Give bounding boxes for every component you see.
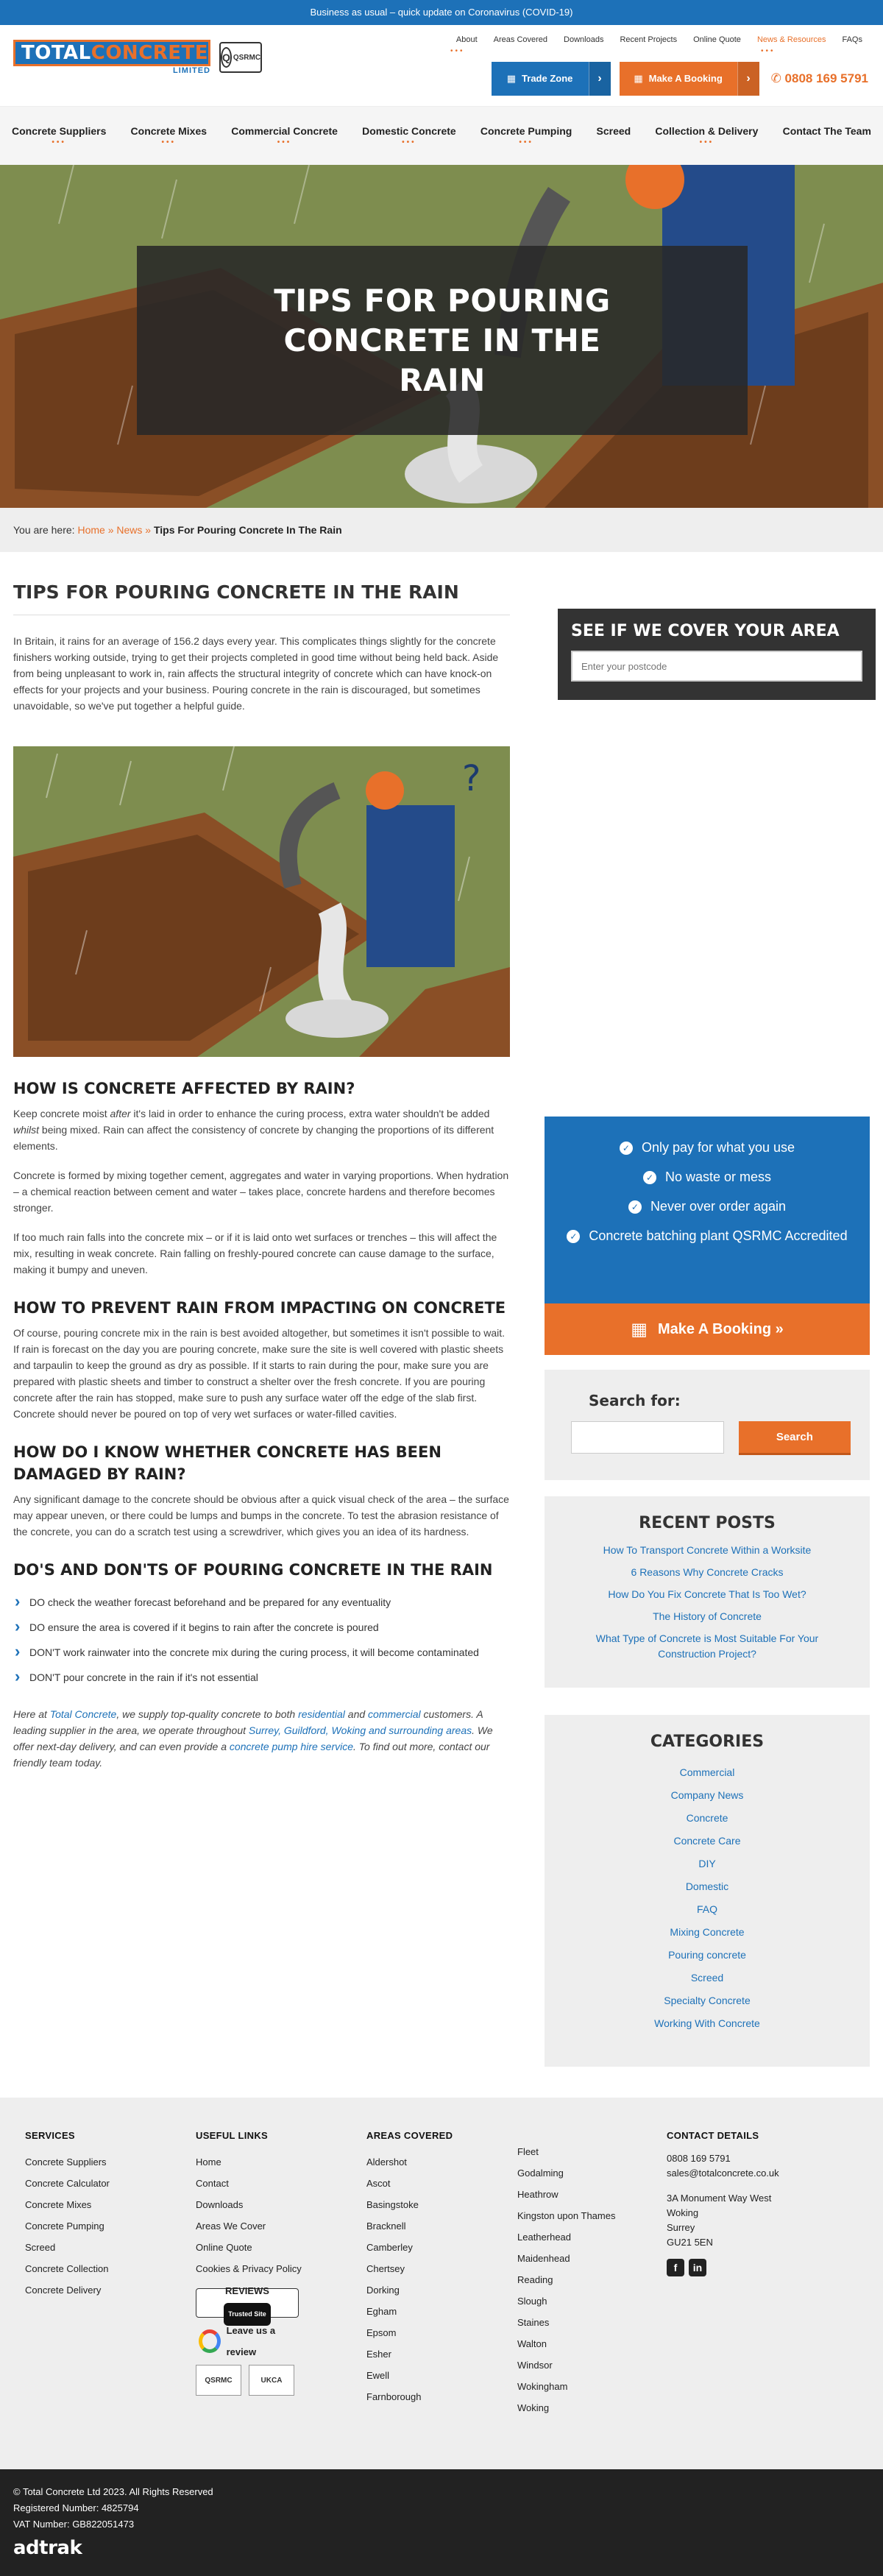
mainnav-commercial[interactable] — [231, 125, 338, 147]
category-link[interactable]: Working With Concrete — [654, 2017, 760, 2029]
para-affected-1d: whilst — [13, 1124, 40, 1136]
footer-links — [196, 2130, 302, 2396]
footer-areas — [366, 2130, 675, 2418]
svg-text:?: ? — [462, 758, 481, 799]
recent-post-link[interactable]: 6 Reasons Why Concrete Cracks — [631, 1566, 784, 1578]
area-link[interactable]: Chertsey — [366, 2263, 405, 2274]
outro-link-pump-hire[interactable]: concrete pump hire service — [229, 1741, 353, 1752]
header-phone: 0808 169 5791 — [784, 71, 868, 85]
footer-link[interactable]: Areas We Cover — [196, 2221, 266, 2232]
topnav-news-dots: ••• — [761, 47, 776, 55]
site-footer — [0, 2098, 883, 2469]
footer-services-title: SERVICES — [25, 2130, 75, 2141]
footer-link[interactable]: Cookies & Privacy Policy — [196, 2263, 302, 2274]
check-circle-icon: ✓ — [620, 1142, 633, 1155]
topnav-about[interactable]: About — [455, 35, 478, 44]
list-item: › DO ensure the area is covered if it begins to rain after the concrete is poured — [13, 1615, 510, 1640]
recent-post-link[interactable]: What Type of Concrete is Most Suitable For Your Construction Project? — [595, 1632, 819, 1660]
category-link[interactable]: Concrete — [686, 1812, 728, 1824]
covid-notice-bar[interactable] — [0, 0, 883, 25]
check-circle-icon: ✓ — [567, 1230, 580, 1243]
article-content — [13, 581, 510, 1784]
breadcrumb-prefix: You are here: — [13, 524, 75, 536]
qsrmc-badge — [219, 42, 262, 73]
area-link[interactable]: Aldershot — [366, 2156, 407, 2168]
logo-sub: LIMITED — [173, 66, 210, 75]
para-affected-1b: after — [110, 1108, 131, 1119]
mainnav-domestic[interactable] — [362, 125, 456, 147]
recent-posts-title: RECENT POSTS — [639, 1514, 776, 1532]
search-input[interactable] — [571, 1421, 724, 1454]
building-icon: ▦ — [506, 73, 517, 84]
check-circle-icon: ✓ — [628, 1200, 642, 1214]
area-link[interactable]: Woking — [517, 2402, 550, 2413]
heading-affected: HOW IS CONCRETE AFFECTED BY RAIN? — [13, 1080, 355, 1097]
address-line: Woking — [667, 2207, 699, 2218]
dos-donts-list — [13, 1590, 510, 1690]
breadcrumb-home[interactable]: Home — [77, 524, 105, 536]
footer-service-link[interactable]: Concrete Suppliers — [25, 2156, 107, 2168]
outro-text: . To find out more, contact our friendly team today. — [13, 1741, 490, 1769]
covid-notice-text[interactable]: Business as usual – quick update on Coronavirus (COVID-19) — [310, 7, 573, 18]
topnav-areas[interactable]: Areas Covered — [493, 35, 548, 44]
area-link[interactable]: Maidenhead — [517, 2253, 570, 2264]
hero-title-box — [137, 246, 748, 435]
copyright-text: © Total Concrete Ltd 2023. All Rights Reserved — [13, 2486, 213, 2497]
area-check-title: SEE IF WE COVER YOUR AREA — [571, 622, 840, 640]
area-link[interactable]: Ascot — [366, 2178, 391, 2189]
footer-link[interactable]: Online Quote — [196, 2242, 252, 2253]
breadcrumb-sep: » — [145, 524, 152, 536]
list-item: › DON'T work rainwater into the concrete mix during the curing process, it will become contaminated — [13, 1640, 510, 1665]
google-review-badge[interactable] — [196, 2326, 299, 2356]
para-affected-2: Concrete is formed by mixing together cement, aggregates and water in varying proportions. When hydration – a chemical reaction between cement and water – takes place, concrete hardens and therefore becomes stronger. — [13, 1170, 509, 1214]
categories-panel — [545, 1715, 870, 2067]
area-link[interactable]: Kingston upon Thames — [517, 2210, 616, 2221]
benefit-item — [559, 1227, 855, 1245]
footer-email[interactable]: sales@totalconcrete.co.uk — [667, 2168, 779, 2179]
area-link[interactable]: Heathrow — [517, 2189, 558, 2200]
vat-number: VAT Number: GB822051473 — [13, 2519, 135, 2530]
topnav-quote[interactable]: Online Quote — [693, 35, 741, 44]
social-links — [667, 2259, 779, 2276]
footer-service-link[interactable]: Concrete Collection — [25, 2263, 109, 2274]
footer-service-link[interactable]: Concrete Calculator — [25, 2178, 110, 2189]
registered-number: Registered Number: 4825794 — [13, 2502, 139, 2513]
topnav-news[interactable]: News & Resources — [756, 35, 826, 44]
search-button[interactable]: Search — [739, 1421, 851, 1455]
heading-dos: DO'S AND DON'TS OF POURING CONCRETE IN THE RAIN — [13, 1561, 493, 1579]
para-affected-1a: Keep concrete moist — [13, 1108, 110, 1119]
header-phone-link[interactable] — [771, 71, 868, 86]
google-review-label: Leave us a review — [226, 2325, 276, 2357]
make-booking-label: Make A Booking — [648, 73, 723, 84]
phone-icon: ✆ — [770, 71, 781, 85]
para-affected-1c: it's laid in order to enhance the curing process, extra water shouldn't be added — [130, 1108, 490, 1119]
area-check-box — [558, 609, 876, 700]
benefit-label: Never over order again — [650, 1199, 787, 1214]
chevron-right-icon: › — [589, 62, 611, 96]
recent-post-link[interactable]: The History of Concrete — [653, 1610, 762, 1622]
mainnav-pumping[interactable] — [480, 125, 572, 147]
list-item: › DO check the weather forecast beforehand and be prepared for any eventuality — [13, 1590, 510, 1615]
site-header — [0, 25, 883, 106]
make-booking-button[interactable] — [620, 62, 759, 96]
hero-title: TIPS FOR POURING CONCRETE IN THE RAIN — [274, 282, 611, 398]
header-actions — [492, 62, 868, 96]
footer-service-link[interactable]: Concrete Pumping — [25, 2221, 104, 2232]
reviews-sub: Trusted Site — [224, 2303, 271, 2326]
dropdown-dots-icon: ••• — [402, 138, 416, 146]
para-affected-1e: being mixed. Rain can affect the consistency of concrete by changing the proportions of its different elements. — [13, 1124, 494, 1152]
area-link[interactable]: Epsom — [366, 2327, 397, 2338]
category-link[interactable]: Pouring concrete — [668, 1949, 746, 1961]
heading-damaged: HOW DO I KNOW WHETHER CONCRETE HAS BEEN DAMAGED BY RAIN? — [13, 1443, 442, 1483]
qsrmc-label: QSRMC — [233, 53, 261, 62]
site-logo[interactable] — [13, 40, 262, 75]
category-link[interactable]: FAQ — [696, 1903, 717, 1915]
article-illustration — [13, 746, 510, 1057]
benefit-label: Only pay for what you use — [641, 1140, 795, 1155]
area-link[interactable]: Farnborough — [366, 2391, 422, 2402]
ukca-cert-badge: UKCA — [249, 2365, 294, 2396]
benefit-item — [559, 1139, 855, 1156]
qsrmc-icon: Q — [221, 47, 232, 68]
benefits-panel — [545, 1117, 870, 1303]
heading-prevent: HOW TO PREVENT RAIN FROM IMPACTING ON CONCRETE — [13, 1299, 506, 1317]
trade-zone-button[interactable] — [492, 62, 611, 96]
area-link[interactable]: Leatherhead — [517, 2232, 572, 2243]
list-item: › DON'T pour concrete in the rain if it's not essential — [13, 1665, 510, 1690]
breadcrumb-current: Tips For Pouring Concrete In The Rain — [153, 524, 342, 536]
para-prevent: Of course, pouring concrete mix in the rain is best avoided altogether, but sometimes it isn't possible to wait. If rain is forecast on the day you are pouring concrete, make sure the site is well covered with plastic sheets and tarpaulin to keep the ground as dry as possible. If it starts to rain during the pour, make sure you are prepared with plastic sheets and timber to construct a shelter over the fresh concrete. If you are pouring concrete after the rain has stopped, make sure to push any surface water off the edge of the slab first. Concrete should never be poured on top of very wet surfaces or water-filled cavities. — [13, 1327, 506, 1420]
topnav-projects[interactable]: Recent Projects — [620, 35, 678, 44]
category-link[interactable]: Specialty Concrete — [664, 1995, 751, 2006]
article-image — [13, 746, 510, 1057]
area-link[interactable]: Bracknell — [366, 2221, 406, 2232]
dropdown-dots-icon: ••• — [52, 138, 66, 146]
recent-posts-panel — [545, 1496, 870, 1688]
logo-wordmark[interactable] — [13, 40, 210, 75]
category-link[interactable]: DIY — [698, 1858, 716, 1869]
outro-text: customers. A leading supplier in the area, we operate throughout — [13, 1708, 483, 1736]
breadcrumb-sep: » — [107, 524, 114, 536]
hero-banner — [0, 165, 883, 508]
footer-services — [25, 2130, 110, 2301]
search-panel — [545, 1370, 870, 1480]
search-title: Search for: — [589, 1392, 681, 1409]
footer-phone[interactable]: 0808 169 5791 — [667, 2153, 731, 2164]
topnav-about-dots: ••• — [450, 47, 465, 55]
google-icon — [199, 2329, 221, 2353]
benefit-item — [559, 1197, 855, 1215]
outro-link-commercial[interactable]: commercial — [368, 1708, 421, 1720]
category-link[interactable]: Screed — [690, 1972, 724, 1984]
category-link[interactable]: Commercial — [679, 1766, 735, 1778]
logo-brand-a: TOTAL — [21, 42, 91, 64]
para-affected-1 — [13, 1105, 510, 1154]
mainnav-pumping-label: Concrete Pumping — [480, 124, 572, 137]
outro-link-residential[interactable]: residential — [298, 1708, 345, 1720]
categories-title: CATEGORIES — [650, 1733, 765, 1751]
chevron-right-icon: › — [737, 62, 759, 96]
mainnav-mixes[interactable] — [131, 125, 207, 147]
footer-link[interactable]: Contact — [196, 2178, 229, 2189]
mainnav-commercial-label: Commercial Concrete — [231, 124, 338, 137]
recent-post-link[interactable]: How Do You Fix Concrete That Is Too Wet? — [608, 1588, 806, 1600]
calendar-icon: ▦ — [634, 73, 643, 84]
area-link[interactable]: Egham — [366, 2306, 397, 2317]
mainnav-screed[interactable] — [597, 125, 631, 147]
category-link[interactable]: Domestic — [685, 1880, 729, 1892]
reviews-label: REVIEWS — [225, 2285, 269, 2296]
topnav-faqs[interactable]: FAQs — [842, 35, 862, 44]
mainnav-domestic-label: Domestic Concrete — [362, 124, 456, 137]
footer-address — [667, 2191, 779, 2250]
area-link[interactable]: Fleet — [517, 2146, 539, 2157]
sidebar-booking-button[interactable] — [545, 1303, 870, 1355]
logo-brand-b: CONCRETE — [91, 42, 209, 64]
check-circle-icon: ✓ — [643, 1171, 656, 1184]
mainnav-contact-label: Contact The Team — [782, 124, 871, 137]
footer-service-link[interactable]: Concrete Mixes — [25, 2199, 92, 2210]
area-link[interactable]: Staines — [517, 2317, 550, 2328]
area-link[interactable]: Godalming — [517, 2168, 564, 2179]
benefit-item — [559, 1168, 855, 1186]
address-line: 3A Monument Way West — [667, 2193, 772, 2204]
footer-link[interactable]: Home — [196, 2156, 221, 2168]
footer-link[interactable]: Downloads — [196, 2199, 244, 2210]
area-link[interactable]: Walton — [517, 2338, 547, 2349]
area-link[interactable]: Reading — [517, 2274, 553, 2285]
para-affected-3: If too much rain falls into the concrete mix – or if it is laid onto wet surfaces or trenches – this will affect the mix, resulting in weak concrete. Rain falling on freshly-poured concrete can cause damage to the surface, making it bumpy and uneven. — [13, 1231, 497, 1275]
area-link[interactable]: Basingstoke — [366, 2199, 419, 2210]
category-link[interactable]: Company News — [670, 1789, 744, 1801]
area-link[interactable]: Windsor — [517, 2360, 553, 2371]
area-link[interactable]: Ewell — [366, 2370, 390, 2381]
mainnav-screed-label: Screed — [596, 124, 631, 137]
footer-contact — [667, 2130, 779, 2276]
trade-zone-label: Trade Zone — [522, 73, 573, 84]
footer-areas-title: AREAS COVERED — [366, 2130, 453, 2141]
breadcrumb — [0, 508, 883, 552]
article-intro: In Britain, it rains for an average of 156.2 days every year. This complicates things slightly for the concrete finishers working outside, trying to get their projects completed in good time without being held back. Aside from being unpleasant to work in, rain affects the structural integrity of concrete which can have knock-on effects for your projects and your business. Pouring concrete in the rain is discouraged, but sometimes unavoidable, so we've put together a helpful guide. — [13, 635, 499, 712]
mainnav-suppliers-label: Concrete Suppliers — [12, 124, 107, 137]
benefit-label: Concrete batching plant QSRMC Accredited — [589, 1228, 848, 1243]
breadcrumb-news[interactable]: News — [116, 524, 143, 536]
footer-links-title: USEFUL LINKS — [196, 2130, 268, 2141]
calendar-icon: ▦ — [631, 1319, 648, 1340]
area-link[interactable]: Slough — [517, 2296, 547, 2307]
mainnav-suppliers[interactable] — [12, 125, 106, 147]
page-title: TIPS FOR POURING CONCRETE IN THE RAIN — [13, 581, 510, 615]
footer-service-link[interactable]: Concrete Delivery — [25, 2285, 102, 2296]
address-line: Surrey — [667, 2222, 695, 2233]
footer-service-link[interactable]: Screed — [25, 2242, 56, 2253]
linkedin-icon[interactable]: in — [689, 2259, 706, 2276]
dropdown-dots-icon: ••• — [699, 138, 714, 146]
topnav-downloads[interactable]: Downloads — [564, 35, 604, 44]
mainnav-contact[interactable] — [783, 125, 871, 147]
outro-link-areas[interactable]: Surrey, Guildford, Woking and surrounding areas — [248, 1724, 472, 1736]
copyright-bar — [0, 2469, 883, 2576]
mainnav-collection[interactable] — [655, 125, 758, 147]
facebook-icon[interactable]: f — [667, 2259, 684, 2276]
article-outro — [13, 1706, 510, 1771]
area-link[interactable]: Camberley — [366, 2242, 413, 2253]
category-link[interactable]: Mixing Concrete — [670, 1926, 745, 1938]
outro-text: . We offer next-day delivery, and can even provide a — [13, 1724, 493, 1752]
category-link[interactable]: Concrete Care — [673, 1835, 741, 1847]
dropdown-dots-icon: ••• — [277, 138, 292, 146]
outro-link-total-concrete[interactable]: Total Concrete — [49, 1708, 117, 1720]
dropdown-dots-icon: ••• — [519, 138, 533, 146]
area-link[interactable]: Wokingham — [517, 2381, 568, 2392]
mainnav-collection-label: Collection & Delivery — [655, 124, 759, 137]
outro-text: , we supply top-quality concrete to both — [116, 1708, 299, 1720]
dropdown-dots-icon: ••• — [161, 138, 177, 146]
benefit-label: No waste or mess — [664, 1170, 772, 1184]
main-nav — [0, 106, 883, 165]
sidebar-booking-label: Make A Booking » — [657, 1320, 784, 1337]
mainnav-mixes-label: Concrete Mixes — [130, 124, 208, 137]
area-link[interactable]: Esher — [366, 2349, 391, 2360]
qsrmc-cert-badge: QSRMC — [196, 2365, 241, 2396]
reviews-badge[interactable] — [196, 2285, 299, 2318]
adtrak-logo[interactable]: adtrak — [13, 2537, 82, 2559]
footer-contact-title: CONTACT DETAILS — [667, 2130, 759, 2141]
outro-text: and — [344, 1708, 369, 1720]
address-line: GU21 5EN — [667, 2237, 713, 2248]
recent-post-link[interactable]: How To Transport Concrete Within a Worksite — [603, 1544, 812, 1556]
outro-text: Here at — [13, 1708, 50, 1720]
postcode-input[interactable] — [571, 651, 862, 682]
area-link[interactable]: Dorking — [366, 2285, 400, 2296]
top-nav — [456, 35, 862, 44]
para-damaged: Any significant damage to the concrete should be obvious after a quick visual check of the area – the surface may appear uneven, or there could be lumps and bumps in the concrete. To test the abrasion resistance of the concrete, you can do a scratch test using a screwdriver, which gives you an idea of its hardness. — [13, 1493, 509, 1538]
